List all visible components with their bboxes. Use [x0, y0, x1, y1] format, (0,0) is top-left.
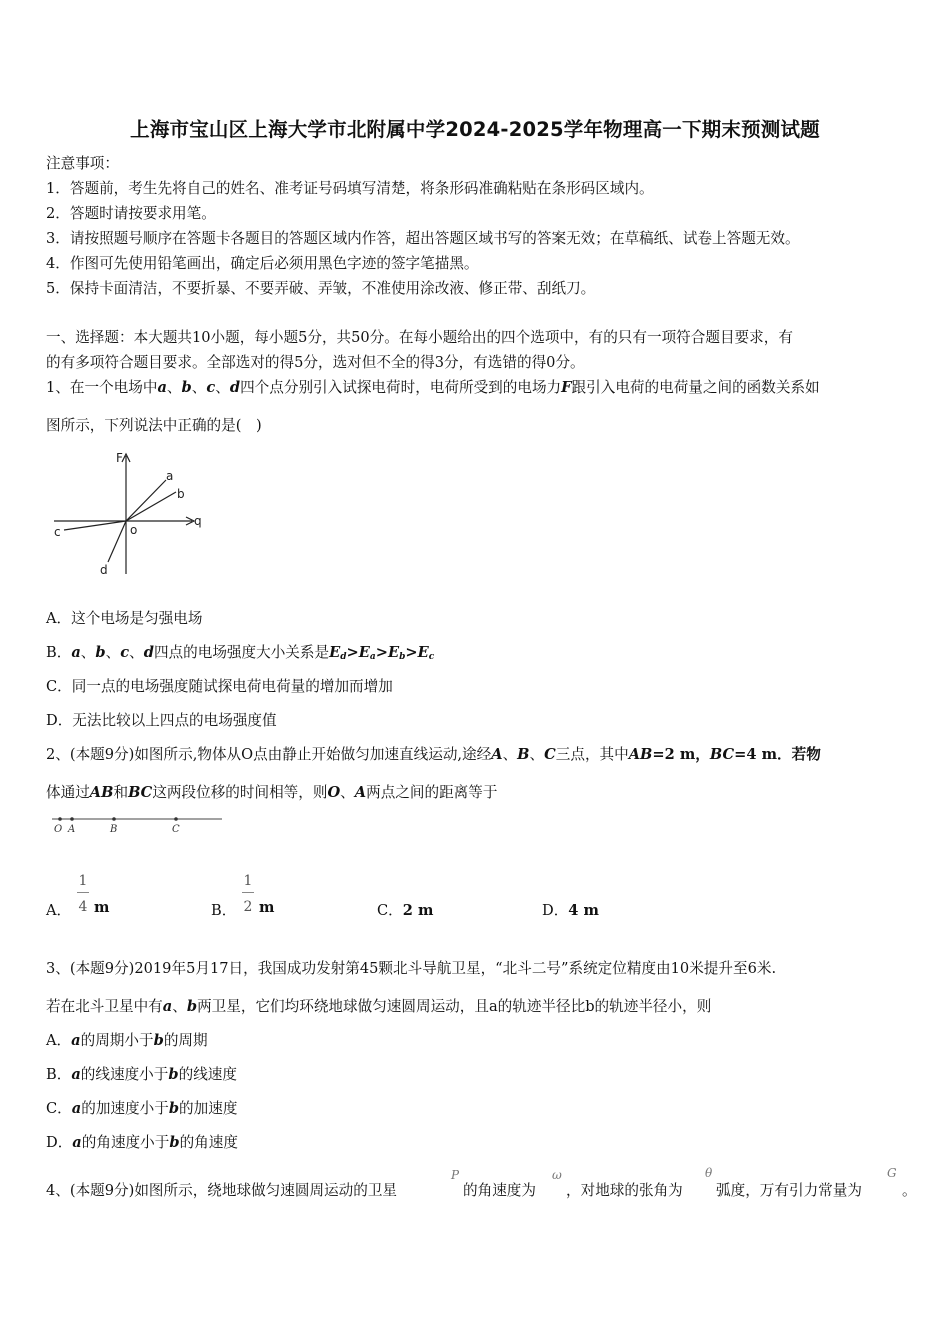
line-c — [64, 521, 126, 530]
q2-option-b-numerator: 1 — [243, 873, 253, 889]
q3-option-a: A．a的周期小于b的周期 — [46, 1032, 208, 1049]
q2-option-a-unit: m — [94, 899, 110, 916]
y-axis-label: F — [116, 451, 123, 465]
notice-heading: 注意事项： — [46, 155, 119, 172]
q1-line1: 1、在一个电场中a、b、c、d四个点分别引入试探电荷时，电荷所受到的电场力F跟引入电荷的电荷量之间的函数关系如 — [46, 379, 820, 396]
line-d-label: d — [100, 563, 108, 577]
line-a-label: a — [166, 469, 174, 483]
origin-label: o — [130, 523, 138, 537]
q2-option-a-numerator: 1 — [78, 873, 88, 889]
q2-option-b-unit: m — [259, 899, 275, 916]
q1-option-d: D．无法比较以上四点的电场强度值 — [46, 712, 277, 729]
q2-line1: 2、(本题9分)如图所示,物体从O点由静止开始做匀加速直线运动,途经A、B、C三点，其中AB=2 m，BC=4 m．若物 — [46, 746, 821, 763]
q2-option-b-denominator: 2 — [243, 899, 253, 915]
q2-line-diagram — [50, 812, 225, 838]
q3-line1: 3、(本题9分)2019年5月17日，我国成功发射第45颗北斗导航卫星，“北斗二号”系统定位精度由10米提升至6米. — [46, 960, 777, 977]
line-b-label: b — [177, 487, 185, 501]
page-title: 上海市宝山区上海大学市北附属中学2024-2025学年物理高一下期末预测试题 — [130, 118, 820, 141]
line-c-label: c — [54, 525, 61, 539]
q2-option-a-fraction-bar — [77, 892, 89, 893]
point-a — [70, 817, 74, 821]
q4-symbol-p: P — [451, 1168, 460, 1182]
q4-symbol-g: G — [887, 1166, 897, 1180]
q2-option-b-letter: B． — [211, 902, 237, 919]
point-o — [58, 817, 62, 821]
q1-option-b: B．a、b、c、d四点的电场强度大小关系是$E_d>E_a>E_b>E_c$ — [46, 644, 435, 662]
q1-line2: 图所示，下列说法中正确的是( ) — [46, 417, 262, 434]
line-a — [126, 480, 166, 521]
point-b — [112, 817, 116, 821]
q3-option-b: B．a的线速度小于b的线速度 — [46, 1066, 237, 1083]
notice-item: 5．保持卡面清洁，不要折暴、不要弄破、弄皱，不准使用涂改液、修正带、刮纸刀。 — [46, 280, 596, 297]
q4-text-3: ，对地球的张角为 — [566, 1182, 683, 1199]
line-d — [108, 521, 126, 562]
label-a: A — [68, 824, 76, 835]
q1-option-a: A．这个电场是匀强电场 — [46, 610, 203, 627]
label-c: C — [172, 824, 180, 835]
label-o: O — [54, 824, 63, 835]
q1-option-c: C．同一点的电场强度随试探电荷电荷量的增加而增加 — [46, 678, 393, 695]
notice-item: 3．请按照题号顺序在答题卡各题目的答题区域内作答，超出答题区域书写的答案无效；在草稿纸、试卷上答题无效。 — [46, 230, 800, 247]
section-intro-line2: 的有多项符合题目要求。全部选对的得5分，选对但不全的得3分，有选错的得0分。 — [46, 354, 585, 371]
x-axis-label: q — [194, 514, 202, 528]
line-b — [126, 492, 176, 521]
q2-option-a-letter: A． — [46, 902, 72, 919]
q3-option-d: D．a的角速度小于b的角速度 — [46, 1134, 238, 1151]
notice-item: 1．答题前，考生先将自己的姓名、准考证号码填写清楚，将条形码准确粘贴在条形码区域内。 — [46, 180, 654, 197]
q2-option-d: D．4 m — [542, 902, 599, 919]
q2-option-c: C．2 m — [377, 902, 434, 919]
q4-text-2: 的角速度为 — [463, 1182, 536, 1199]
q1-field-graph — [50, 446, 210, 580]
q2-option-b-fraction-bar — [242, 892, 254, 893]
q3-line2: 若在北斗卫星中有a、b两卫星，它们均环绕地球做匀速圆周运动，且a的轨迹半径比b的轨迹半径小，则 — [46, 998, 712, 1015]
notice-item: 4．作图可先使用铅笔画出，确定后必须用黑色字迹的签字笔描黑。 — [46, 255, 479, 272]
q4-symbol-theta: θ — [705, 1166, 713, 1180]
point-c — [174, 817, 178, 821]
q2-option-a-denominator: 4 — [78, 899, 88, 915]
label-b: B — [110, 824, 118, 835]
q3-option-c: C．a的加速度小于b的加速度 — [46, 1100, 238, 1117]
notice-item: 2．答题时请按要求用笔。 — [46, 205, 216, 222]
q4-symbol-omega: ω — [552, 1168, 562, 1182]
q4-text-1: 4、(本题9分)如图所示，绕地球做匀速圆周运动的卫星 — [46, 1182, 398, 1199]
q2-line2: 体通过AB和BC这两段位移的时间相等，则O、A两点之间的距离等于 — [46, 784, 498, 801]
section-intro-line1: 一、选择题：本大题共10小题，每小题5分，共50分。在每小题给出的四个选项中，有的只有一项符合题目要求，有 — [46, 329, 793, 346]
q4-text-4: 弧度，万有引力常量为 — [716, 1182, 862, 1199]
q4-text-5: 。 — [902, 1182, 917, 1199]
